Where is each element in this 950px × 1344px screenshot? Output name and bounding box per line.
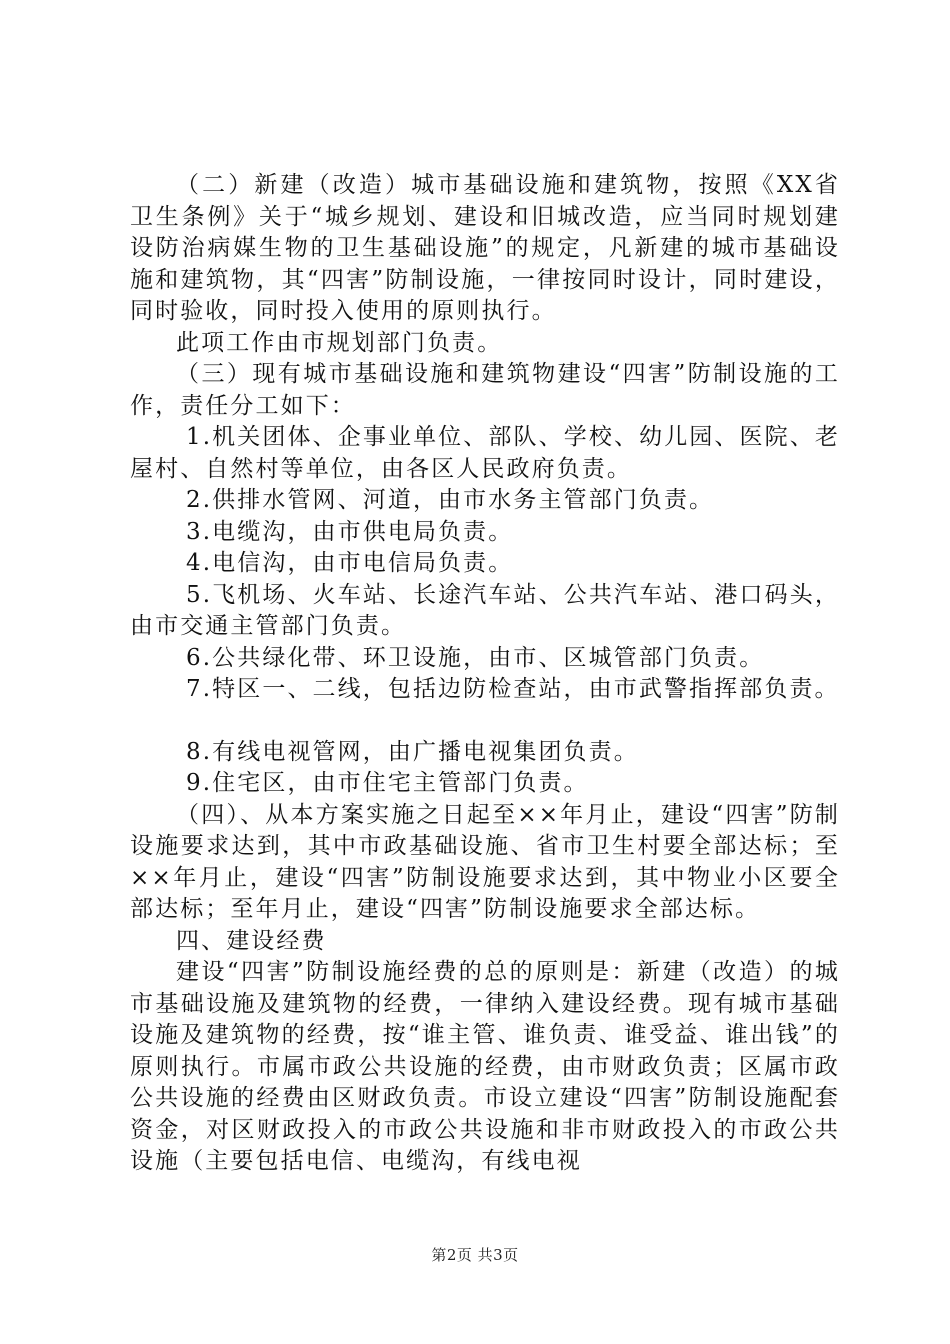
page-number-footer: 第2页 共3页 — [431, 1246, 519, 1264]
section-heading-funding: 四、建设经费 — [176, 927, 327, 954]
list-item-5: 5.飞机场、火车站、长途汽车站、公共汽车站、港口码头，由市交通主管部门负责。 — [130, 581, 840, 639]
paragraph-planning-dept: 此项工作由市规划部门负责。 — [176, 329, 503, 356]
list-item-3: 3.电缆沟，由市供电局负责。 — [186, 518, 514, 545]
document-body — [130, 170, 840, 1178]
list-item-7: 7.特区一、二线，包括边防检查站，由市武警指挥部负责。 — [186, 676, 840, 702]
list-item-6: 6.公共绿化带、环卫设施，由市、区城管部门负责。 — [186, 644, 765, 671]
paragraph-gap — [130, 706, 840, 737]
list-item-4: 4.电信沟，由市电信局负责。 — [186, 550, 514, 576]
paragraph-timeline: （四）、从本方案实施之日起至××年月止，建设“四害”防制设施要求达到，其中市政基础设施、省市卫生村要全部达标；至××年月止，建设“四害”防制设施要求达到，其中物业小区要全部达标；至年月止，建设“四害”防制设施要求全部达标。 — [130, 801, 840, 922]
paragraph-existing-facilities: （三）现有城市基础设施和建筑物建设“四害”防制设施的工作，责任分工如下： — [130, 361, 840, 419]
paragraph-funding-principle: 建设“四害”防制设施经费的总的原则是：新建（改造）的城市基础设施及建筑物的经费，一律纳入建设经费。现有城市基础设施及建筑物的经费，按“谁主管、谁负责、谁受益、谁出钱”的原则执行。市属市政公共设施的经费，由市财政负责；区属市政公共设施的经费由区财政负责。市设立建设“四害”防制设施配套资金，对区财政投入的市政公共设施和非市财政投入的市政公共设施（主要包括电信、电缆沟，有线电视 — [130, 959, 840, 1174]
list-item-2: 2.供排水管网、河道，由市水务主管部门负责。 — [186, 487, 715, 513]
list-item-8: 8.有线电视管网，由广播电视集团负责。 — [186, 738, 639, 765]
paragraph-new-construction: （二）新建（改造）城市基础设施和建筑物，按照《XX省卫生条例》关于“城乡规划、建设和旧城改造，应当同时规划建设防治病媒生物的卫生基础设施”的规定，凡新建的城市基础设施和建筑物，其“四害”防制设施，一律按同时设计，同时建设，同时验收，同时投入使用的原则执行。 — [130, 172, 840, 324]
list-item-1: 1.机关团体、企事业单位、部队、学校、幼儿园、医院、老屋村、自然村等单位，由各区人民政府负责。 — [130, 424, 840, 482]
list-item-9: 9.住宅区，由市住宅主管部门负责。 — [186, 770, 589, 796]
